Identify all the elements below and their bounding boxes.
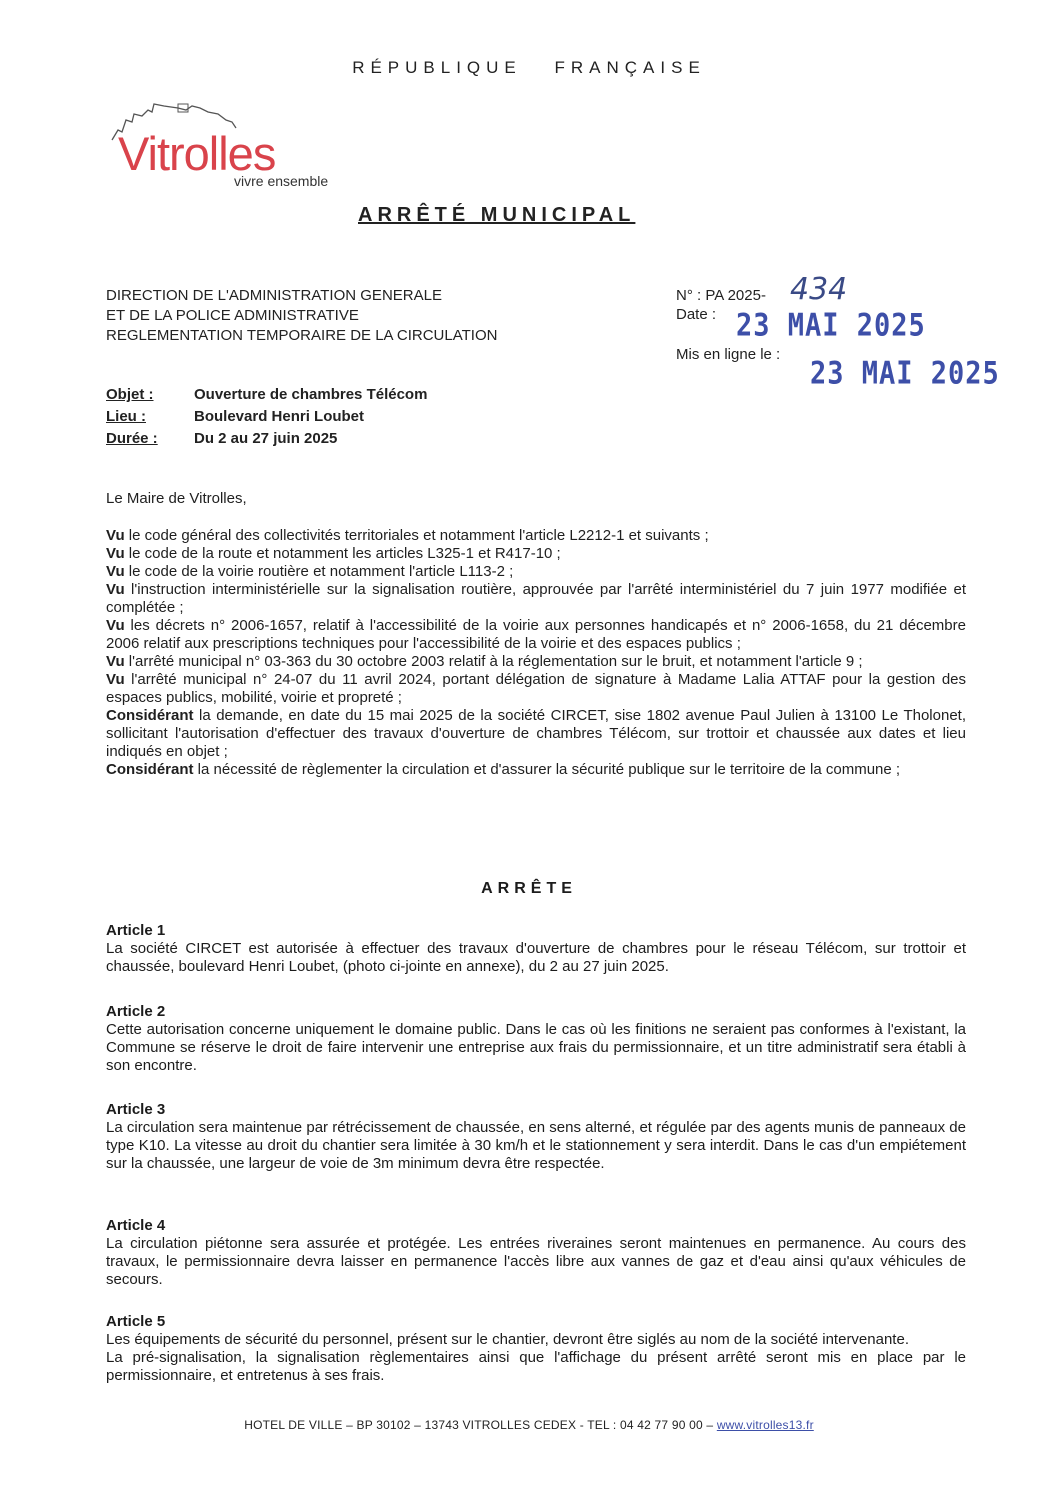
consideration-item: Considérant la nécessité de règlementer la circulation et d'assurer la sécurité publique sur le territoire de la commune ; [106, 761, 901, 778]
reference-number [676, 287, 766, 304]
article-text: Cette autorisation concerne uniquement le domaine public. Dans le cas où les finitions ne seraient pas conformes à l'existant, la Commune se réserve le droit de faire intervenir une entreprise aux frais du permissionnaire, et un titre administratif sera établi à son encontre. [106, 1021, 966, 1074]
online-stamp: 23 MAI 2025 [810, 356, 1000, 392]
number-label: N° : PA 2025- [676, 287, 766, 304]
consideration-item: Vu les décrets n° 2006-1657, relatif à l'accessibilité de la voirie aux personnes handicapés et n° 2006-1658, du 21 décembre 2006 relatif aux prescriptions techniques pour l'accessibilité de la voirie et des espaces publics ; [106, 617, 966, 652]
handwritten-number: 434 [790, 272, 848, 307]
consideration-item: Vu le code de la route et notamment les articles L325-1 et R417-10 ; [106, 545, 561, 562]
consideration-item: Considérant la demande, en date du 15 mai 2025 de la société CIRCET, sise 1802 avenue Paul Julien à 13100 Le Tholonet, sollicitant l'autorisation d'effectuer des travaux d'ouverture de chambres Télécom, sur trottoir et chaussée aux dates et lieu indiqués en objet ; [106, 707, 966, 760]
duree-label: Durée : [106, 430, 158, 447]
consideration-item: Vu l'arrêté municipal n° 24-07 du 11 avril 2024, portant délégation de signature à Madame Lalia ATTAF pour la gestion des espaces publics, mobilité, voirie et propreté ; [106, 671, 966, 706]
direction-block [106, 286, 497, 346]
lieu-label: Lieu : [106, 408, 146, 425]
article-2 [106, 1003, 966, 1075]
consideration-item: Vu le code de la voirie routière et notamment l'article L113-2 ; [106, 563, 514, 580]
article-3 [106, 1101, 966, 1173]
article-5 [106, 1313, 966, 1385]
article-text: La société CIRCET est autorisée à effectuer des travaux d'ouverture de chambres pour le réseau Télécom, sur trottoir et chaussée, boulevard Henri Loubet, (photo ci-jointe en annexe), du 2 au 27 juin 2025. [106, 940, 966, 975]
article-4 [106, 1217, 966, 1289]
meta-duree [106, 430, 337, 447]
consideration-item: Vu le code général des collectivités territoriales et notamment l'article L2212-1 et suivants ; [106, 527, 709, 544]
article-title: Article 4 [106, 1217, 166, 1234]
article-title: Article 1 [106, 922, 166, 939]
article-text: La circulation piétonne sera assurée et protégée. Les entrées riveraines seront maintenues en permanence. Au cours des travaux, le permissionnaire devra laisser en permanence l'accès libre aux vannes de gaz et d'eau ainsi qu'aux véhicules de secours. [106, 1235, 966, 1288]
article-text: La circulation sera maintenue par rétrécissement de chaussée, en sens alterné, et régulée par des agents munis de panneaux de type K10. La vitesse au droit du chantier sera limitée à 30 km/h et le stationnement y sera interdit. Dans le cas d'un empiétement sur la chaussée, une largeur de voie de 3m minimum devra être respectée. [106, 1119, 966, 1172]
date-stamp: 23 MAI 2025 [736, 308, 926, 344]
vitrolles-logo [108, 100, 378, 195]
direction-line: DIRECTION DE L'ADMINISTRATION GENERALE [106, 287, 442, 304]
republique-heading: RÉPUBLIQUE FRANÇAISE [352, 58, 706, 77]
consideration-item: Vu l'instruction interministérielle sur la signalisation routière, approuvée par l'arrêté interministériel du 7 juin 1977 modifiée et complétée ; [106, 581, 966, 616]
logo-tagline: vivre ensemble [234, 173, 329, 189]
meta-objet [106, 386, 427, 403]
duree-value: Du 2 au 27 juin 2025 [194, 430, 338, 447]
intro: Le Maire de Vitrolles, [106, 490, 247, 507]
direction-line: REGLEMENTATION TEMPORAIRE DE LA CIRCULATION [106, 327, 498, 344]
meta-lieu [106, 408, 364, 425]
objet-label: Objet : [106, 386, 154, 403]
logo-wordmark: Vitrolles [118, 127, 276, 180]
objet-value: Ouverture de chambres Télécom [194, 386, 428, 403]
considerations-list [106, 527, 966, 779]
footer [0, 1418, 1058, 1432]
arrete-heading: ARRÊTE [481, 880, 577, 897]
article-title: Article 2 [106, 1003, 166, 1020]
online-label: Mis en ligne le : [676, 346, 781, 363]
article-text: Les équipements de sécurité du personnel, présent sur le chantier, devront être siglés au nom de la société intervenante. [106, 1331, 909, 1348]
article-1 [106, 922, 966, 976]
document-title: ARRÊTÉ MUNICIPAL [358, 204, 636, 226]
lieu-value: Boulevard Henri Loubet [194, 408, 365, 425]
date-label: Date : [676, 306, 717, 323]
direction-line: ET DE LA POLICE ADMINISTRATIVE [106, 307, 359, 324]
footer-address: HOTEL DE VILLE – BP 30102 – 13743 VITROLLES CEDEX - TEL : 04 42 77 90 00 – [244, 1418, 717, 1432]
article-text: La pré-signalisation, la signalisation règlementaires ainsi que l'affichage du présent arrêté seront mis en place par le permissionnaire, et entretenus à ses frais. [106, 1349, 966, 1384]
article-title: Article 3 [106, 1101, 166, 1118]
consideration-item: Vu l'arrêté municipal n° 03-363 du 30 octobre 2003 relatif à la réglementation sur le bruit, et notamment l'article 9 ; [106, 653, 863, 670]
website-link[interactable]: www.vitrolles13.fr [716, 1418, 814, 1432]
article-title: Article 5 [106, 1313, 166, 1330]
